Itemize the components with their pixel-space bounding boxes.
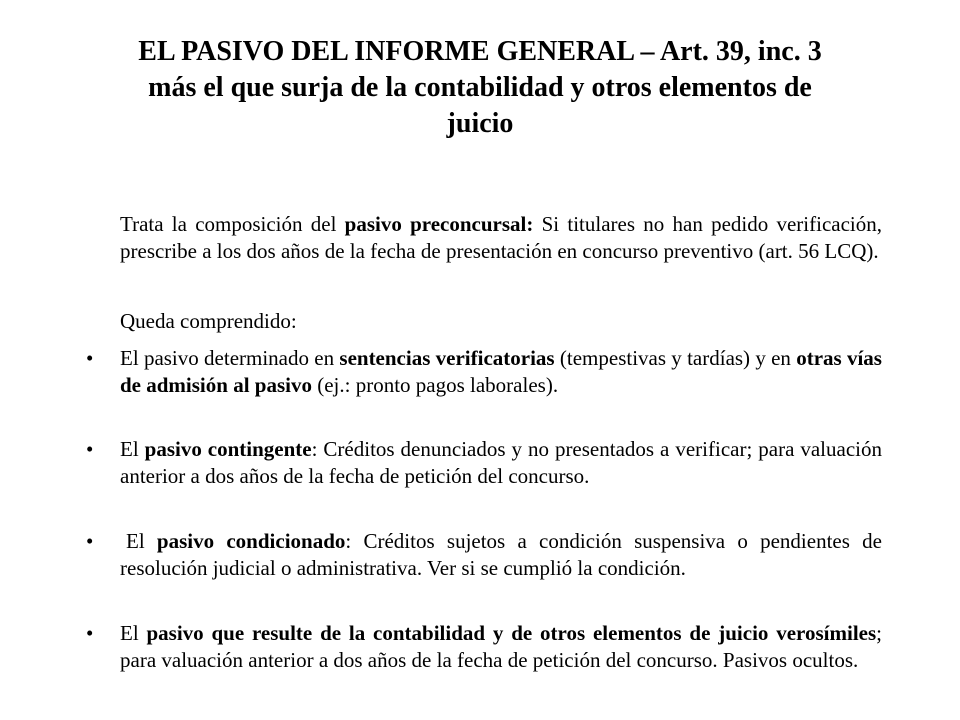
bullet-text-part: El: [120, 437, 145, 461]
title-line-2: más el que surja de la contabilidad y otros elementos de: [148, 72, 812, 103]
title-line-1: EL PASIVO DEL INFORME GENERAL – Art. 39, inc. 3: [138, 36, 822, 67]
intro-paragraph: [120, 211, 882, 265]
bullet-text: [120, 345, 882, 399]
bullet-bold-term: pasivo contingente: [144, 437, 312, 461]
bullet-icon: •: [86, 346, 94, 370]
intro-bold-term: pasivo preconcursal:: [344, 212, 534, 236]
bullet-text-part: (ej.: pronto pagos laborales).: [311, 373, 559, 397]
bullet-text: [120, 436, 882, 490]
bullet-icon: •: [86, 437, 94, 461]
bullet-bold-term: pasivo condicionado: [156, 529, 346, 553]
bullet-text-part: El: [126, 529, 157, 553]
bullet-bold-term: sentencias verificatorias: [339, 346, 555, 370]
bullet-text-part: ; para valuación anterior a dos años de la fecha de petición del concurso. Pasivos ocultos.: [120, 621, 882, 672]
slide-title: [40, 34, 920, 142]
intro-text-after: Si titulares no han pedido verificación, prescribe a los dos años de la fecha de presentación en concurso preventivo (art. 56 LCQ).: [120, 212, 882, 263]
bullet-icon: •: [86, 621, 94, 645]
bullet-text-part: El pasivo determinado en: [120, 346, 340, 370]
bullet-bold-term: otras vías de admisión al pasivo: [120, 346, 882, 397]
bullet-icon: •: [86, 529, 94, 553]
bullet-text-part: : Créditos denunciados y no presentados a verificar; para valuación anterior a dos años de la fecha de petición del concurso.: [120, 437, 882, 488]
bullet-bold-term: pasivo que resulte de la contabilidad y de otros elementos de juicio verosímiles: [146, 621, 877, 645]
bullet-text-part: (tempestivas y tardías) y en: [554, 346, 797, 370]
intro-text-before: Trata la composición del: [120, 212, 345, 236]
title-line-3: juicio: [446, 108, 514, 139]
bullet-text: [120, 528, 882, 582]
queda-paragraph: Queda comprendido:: [120, 309, 297, 333]
bullet-text-part: El: [120, 621, 147, 645]
bullet-text: [120, 620, 882, 674]
bullet-text-part: : Créditos sujetos a condición suspensiva o pendientes de resolución judicial o administrativa. Ver si se cumplió la condición.: [120, 529, 882, 580]
